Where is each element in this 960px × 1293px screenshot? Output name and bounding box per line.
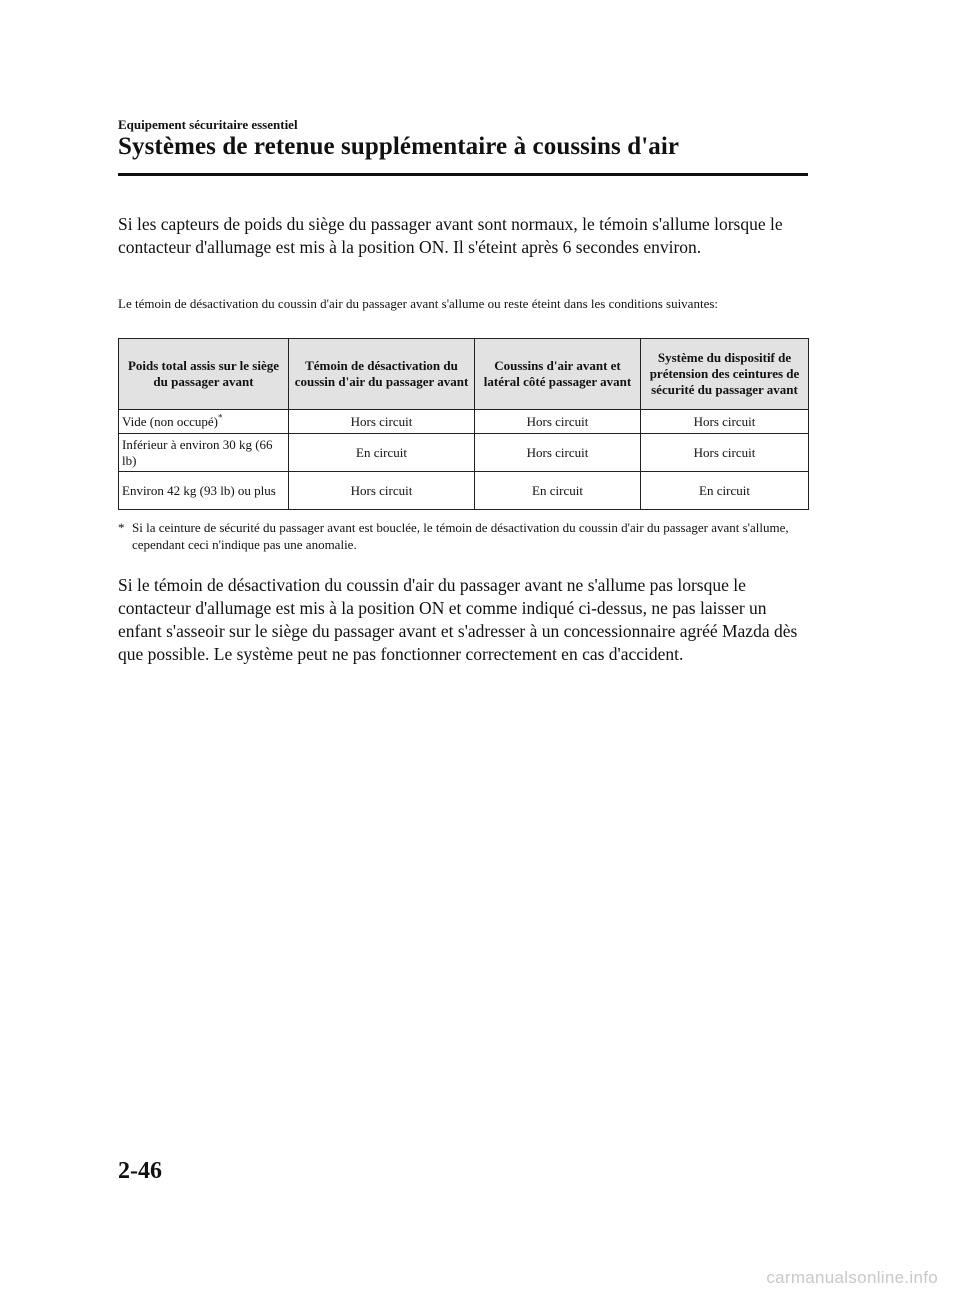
cell-pretensioner: Hors circuit	[641, 410, 809, 434]
row-condition: Inférieur à environ 30 kg (66 lb)	[119, 434, 289, 472]
table-row	[119, 410, 809, 434]
cell-indicator: Hors circuit	[289, 472, 475, 510]
site-watermark: carmanualsonline.info	[766, 1268, 938, 1287]
warning-paragraph: Si le témoin de désactivation du coussin d'air du passager avant ne s'allume pas lorsque le contacteur d'allumage est mis à la position ON et comme indiqué ci-dessus, ne pas laisser un enfant s'asseoir sur le siège du passager avant et s'adresser à un concessionnaire agréé Mazda dès que possible. Le système peut ne pas fonctionner correctement en cas d'accident.	[118, 575, 798, 664]
cell-pretensioner: Hors circuit	[641, 434, 809, 472]
conditions-intro: Le témoin de désactivation du coussin d'air du passager avant s'allume ou reste éteint dans les conditions suivantes:	[118, 296, 719, 311]
page-number: 2-46	[118, 1158, 162, 1184]
cell-pretensioner: En circuit	[641, 472, 809, 510]
footnote-mark: *	[118, 520, 125, 535]
header-deactivation-indicator: Témoin de désactivation du coussin d'air du passager avant	[289, 339, 475, 410]
row-condition	[119, 410, 289, 434]
table-row	[119, 472, 809, 510]
cell-airbags: En circuit	[475, 472, 641, 510]
footnote-text: Si la ceinture de sécurité du passager avant est bouclée, le témoin de désactivation du coussin d'air du passager avant s'allume, cependant ceci n'indique pas une anomalie.	[132, 520, 789, 552]
cell-indicator: En circuit	[289, 434, 475, 472]
cell-airbags: Hors circuit	[475, 410, 641, 434]
row-condition: Environ 42 kg (93 lb) ou plus	[119, 472, 289, 510]
cell-indicator: Hors circuit	[289, 410, 475, 434]
footnote-reference: *	[217, 412, 223, 423]
header-front-side-airbags: Coussins d'air avant et latéral côté passager avant	[475, 339, 641, 410]
header-seat-weight: Poids total assis sur le siège du passager avant	[119, 339, 289, 410]
conditions-table	[118, 338, 809, 510]
table-footnote	[118, 519, 808, 553]
header-pretensioner-system: Système du dispositif de prétension des ceintures de sécurité du passager avant	[641, 339, 809, 410]
page-title: Systèmes de retenue supplémentaire à coussins d'air	[118, 133, 680, 160]
table-header-row	[119, 339, 809, 410]
section-label: Equipement sécuritaire essentiel	[118, 117, 298, 132]
intro-paragraph: Si les capteurs de poids du siège du passager avant sont normaux, le témoin s'allume lorsque le contacteur d'allumage est mis à la position ON. Il s'éteint après 6 secondes environ.	[118, 214, 783, 257]
row-condition-text: Vide (non occupé)	[122, 413, 218, 429]
table-row	[119, 434, 809, 472]
cell-airbags: Hors circuit	[475, 434, 641, 472]
title-divider	[118, 173, 808, 176]
